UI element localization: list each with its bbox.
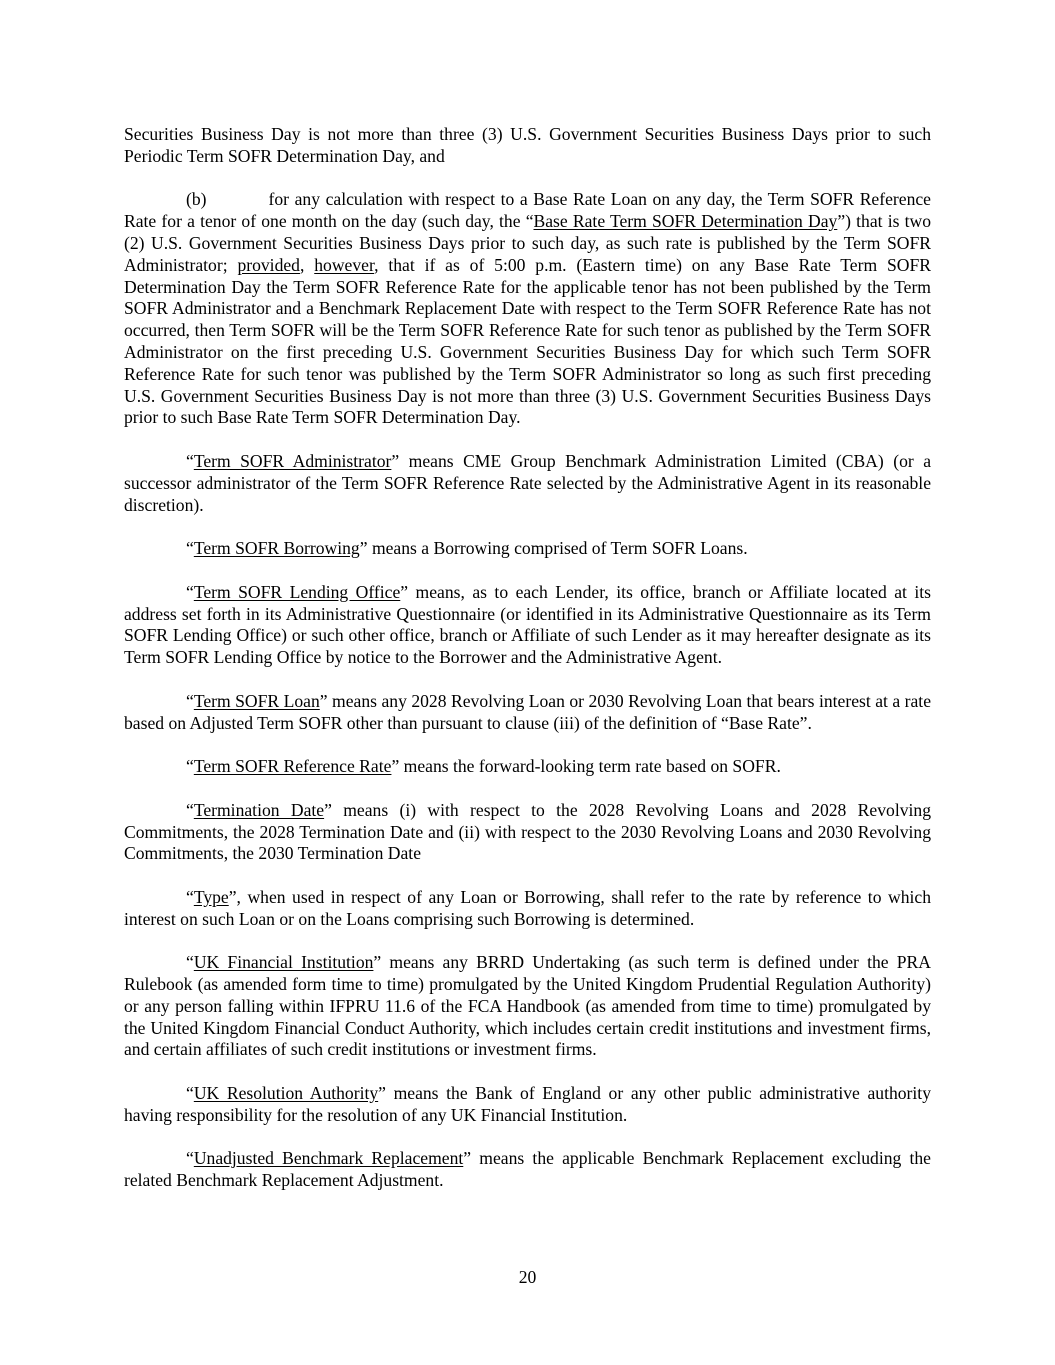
open-quote: “ (186, 756, 194, 777)
defined-term: Termination Date (193, 799, 325, 820)
definition-text: ” means the applicable Benchmark Replacement excluding the related Benchmark Replacement Adjustment. (124, 1148, 931, 1191)
definition-text: ” means the Bank of England or any other public administrative authority having responsibility for the resolution of any UK Financial Institution. (124, 1083, 931, 1125)
definition-termination-date (124, 800, 931, 865)
open-quote: “ (186, 886, 194, 907)
paragraph-text: , that if as of 5:00 p.m. (Eastern time) on any Base Rate Term SOFR Determination Day the Term SOFR Reference Rate for the applicable tenor has not been published by the Term SOFR Administrator and a Benchmark Replacement Date with respect to the Term SOFR Reference Rate has not occurred, then Term SOFR will be the Term SOFR Reference Rate for such tenor as published by the Term SOFR Administrator on the first preceding U.S. Government Securities Business Day for which such Term SOFR Reference Rate for such tenor was published by the Term SOFR Administrator so long as such first preceding U.S. Government Securities Business Day is not more than three (3) U.S. Government Securities Business Days prior to such Base Rate Term SOFR Determination Day. (124, 254, 932, 428)
definition-term-sofr-loan (124, 691, 931, 735)
definition-text: ”, when used in respect of any Loan or Borrowing, shall refer to the rate by reference to which interest on such Loan or on the Loans comprising such Borrowing is determined. (124, 886, 931, 929)
definition-text: ” means any BRRD Undertaking (as such term is defined under the PRA Rulebook (as amended form time to time) promulgated by the United Kingdom Prudential Regulation Authority) or any person falling within IFPRU 11.6 of the FCA Handbook (as amended from time to time) promulgated by the United Kingdom Financial Conduct Authority, which includes certain credit institutions and investment firms, and certain affiliates of such credit institutions or investment firms. (124, 952, 931, 1060)
paragraph-text: , (299, 254, 315, 275)
defined-term: Term SOFR Loan (193, 690, 320, 711)
definition-text: ” means CME Group Benchmark Administration Limited (CBA) (or a successor administrator of the Term SOFR Reference Rate selected by the Administrative Agent in its reasonable discretion). (124, 450, 932, 515)
definition-uk-resolution-authority (124, 1083, 931, 1127)
definition-text: ” means (i) with respect to the 2028 Revolving Loans and 2028 Revolving Commitments, the 2028 Termination Date and (ii) with respect to the 2030 Revolving Loans and 2030 Revolving Commitments, the 2030 Termination Date (124, 799, 931, 864)
open-quote: “ (186, 690, 194, 711)
definition-unadjusted-benchmark-replacement (124, 1148, 931, 1192)
paragraph-continuation (124, 124, 931, 168)
definition-term-sofr-lending-office (124, 582, 931, 669)
defined-term: Term SOFR Borrowing (193, 538, 360, 559)
definition-text: ” means any 2028 Revolving Loan or 2030 Revolving Loan that bears interest at a rate based on Adjusted Term SOFR other than pursuant to clause (iii) of the definition of “Base Rate”. (124, 690, 932, 733)
open-quote: “ (186, 952, 194, 973)
defined-term: UK Resolution Authority (193, 1083, 379, 1104)
paragraph-text: ”) that is two (2) U.S. Government Securities Business Days prior to such day, as such rate is published by the Term SOFR Administrator; (124, 211, 931, 275)
page-number: 20 (518, 1267, 537, 1287)
definition-term-sofr-reference-rate (124, 756, 931, 778)
clause-label: (b) (186, 189, 207, 210)
emphasis-provided: provided (237, 254, 300, 275)
open-quote: “ (186, 1083, 194, 1104)
definition-text: ” means the forward-looking term rate based on SOFR. (391, 756, 781, 777)
definition-type (124, 887, 931, 931)
defined-term: Base Rate Term SOFR Determination Day (533, 211, 838, 232)
definition-text: ” means, as to each Lender, its office, branch or Affiliate located at its address set forth in its Administrative Questionnaire (or identified in its Administrative Questionnaire as its Term SOFR Lending Office) or such other office, branch or Affiliate of such Lender as it may hereafter designate as its Term SOFR Lending Office by notice to the Borrower and the Administrative Agent. (124, 581, 931, 668)
defined-term: Unadjusted Benchmark Replacement (193, 1148, 464, 1169)
defined-term: Term SOFR Reference Rate (193, 756, 392, 777)
paragraph-text: Securities Business Day is not more than three (3) U.S. Government Securities Business Days prior to such Periodic Term SOFR Determination Day, and (124, 124, 931, 166)
open-quote: “ (186, 581, 194, 602)
definition-uk-financial-institution (124, 952, 931, 1061)
defined-term: Type (193, 886, 229, 907)
paragraph-clause-b (124, 189, 931, 429)
open-quote: “ (186, 1148, 194, 1169)
defined-term: Term SOFR Lending Office (193, 581, 401, 602)
open-quote: “ (186, 450, 194, 471)
document-page (124, 124, 931, 1214)
definition-term-sofr-borrowing (124, 538, 931, 560)
open-quote: “ (186, 799, 194, 820)
paragraph-text: for any calculation with respect to a Base Rate Loan on any day, the Term SOFR Reference Rate for a tenor of one month on the day (such day, the “ (124, 189, 931, 232)
defined-term: Term SOFR Administrator (193, 450, 392, 471)
defined-term: UK Financial Institution (193, 952, 374, 973)
open-quote: “ (186, 538, 194, 559)
definition-term-sofr-administrator (124, 451, 931, 516)
definition-text: ” means a Borrowing comprised of Term SOFR Loans. (359, 538, 748, 559)
emphasis-however: however (314, 254, 375, 275)
